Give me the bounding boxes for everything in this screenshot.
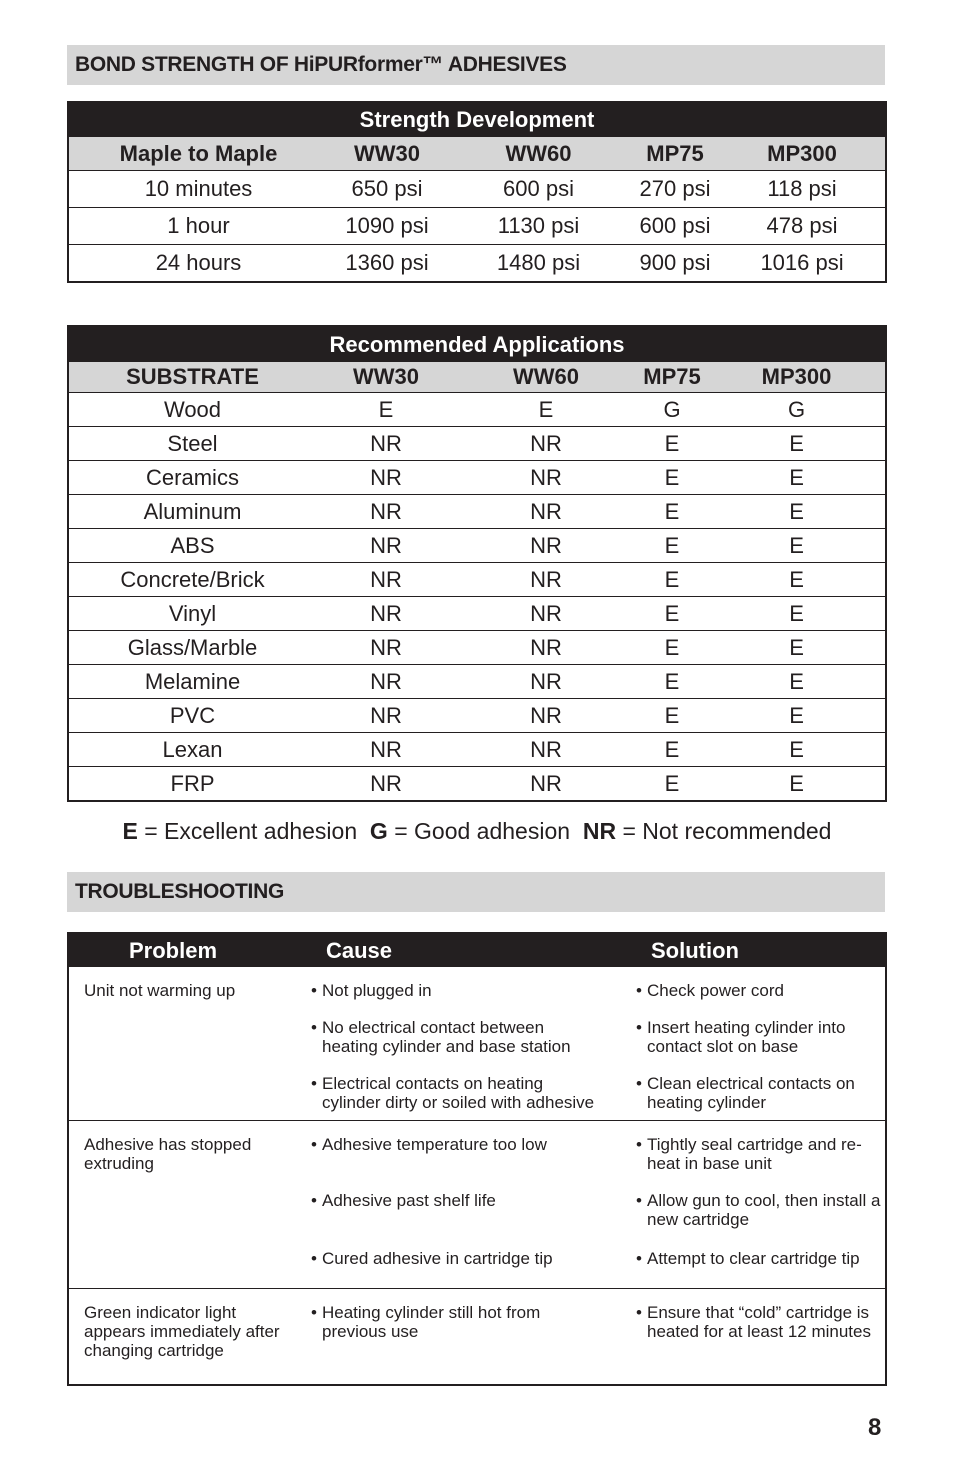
table-cell: E [636,665,708,699]
column-header: WW30 [328,137,446,171]
legend-text: = Not recommended [616,818,832,844]
table-row [68,393,886,427]
table-cell: E [708,699,886,733]
table-cell: NR [456,665,636,699]
solution-cell: • Allow gun to cool, then install a new cartridge [636,1191,881,1229]
table-cell: NR [456,427,636,461]
section-header-troubleshooting [67,872,885,912]
adhesion-legend [0,818,954,845]
page-number: 8 [868,1414,882,1441]
table-cell: E [708,597,886,631]
table-cell: 478 psi [719,208,886,245]
legend-text: = Excellent adhesion [137,818,370,844]
cause-cell: • Adhesive temperature too low [306,1121,628,1174]
table-row [68,495,886,529]
cause-cell: • Not plugged in [306,967,628,1001]
solution-cell: • Insert heating cylinder into contact slot on base [636,1018,846,1056]
table-cell: NR [456,461,636,495]
legend-key: E [122,818,138,844]
column-header: MP75 [636,362,708,393]
problem-cell [68,1229,306,1289]
table-cell: E [636,597,708,631]
table-cell: E [708,631,886,665]
table-cell: 24 hours [68,245,328,283]
table-cell: NR [456,631,636,665]
table-cell: E [636,461,708,495]
problem-cell: Adhesive has stopped extruding [68,1121,306,1174]
table-row [68,208,886,245]
table-cell: E [316,393,456,427]
table-cell: Lexan [68,733,316,767]
table-cell: E [708,529,886,563]
problem-cell [68,1056,306,1121]
solution-cell: • Tightly seal cartridge and re-heat in base unit [628,1121,886,1174]
table-cell: NR [316,563,456,597]
table-cell: 1090 psi [328,208,446,245]
column-header: Maple to Maple [68,137,328,171]
table-row [68,1121,886,1174]
table-cell: E [636,631,708,665]
table-cell: 270 psi [631,171,719,208]
section-title: TROUBLESHOOTING [75,880,284,903]
table-cell: E [636,563,708,597]
table-cell: 1480 psi [446,245,631,283]
cause-cell: • Electrical contacts on heating cylinder dirty or soiled with adhesive [311,1074,595,1112]
cause-cell: • Adhesive past shelf life [311,1191,496,1210]
table-cell: E [708,461,886,495]
table-cell: NR [456,529,636,563]
table-cell: NR [456,699,636,733]
table-row [68,631,886,665]
legend-text: = Good adhesion [387,818,583,844]
table-cell: NR [316,733,456,767]
table-caption: Strength Development [68,102,886,137]
cause-cell: • Heating cylinder still hot from previous use [306,1289,628,1386]
table-cell: Ceramics [68,461,316,495]
table-row [68,461,886,495]
solution-cell: • Clean electrical contacts on heating cylinder [636,1074,855,1112]
column-header: WW60 [456,362,636,393]
section-title: BOND STRENGTH OF HiPURformer™ ADHESIVES [75,53,567,76]
table-cell: Steel [68,427,316,461]
table-cell: G [708,393,886,427]
cause-cell: • Cured adhesive in cartridge tip [311,1249,553,1268]
table-cell: FRP [68,767,316,802]
table-cell: NR [316,529,456,563]
table-cell: G [636,393,708,427]
table-cell: E [636,495,708,529]
table-row [68,563,886,597]
solution-cell: • Ensure that “cold” cartridge is heated for at least 12 minutes [628,1289,886,1386]
table-cell: NR [456,495,636,529]
table-cell: 600 psi [631,208,719,245]
table-cell: E [636,767,708,802]
table-cell: Glass/Marble [68,631,316,665]
table-row [68,967,886,1001]
table-cell: NR [456,597,636,631]
table-cell: 1130 psi [446,208,631,245]
table-cell: E [708,495,886,529]
table-cell: E [636,529,708,563]
column-header: MP75 [631,137,719,171]
table-cell: Melamine [68,665,316,699]
table-cell: 650 psi [328,171,446,208]
table-cell: E [636,699,708,733]
column-header: Cause [306,933,628,967]
column-header: Problem [68,933,306,967]
table-cell: E [708,767,886,802]
table-cell: 118 psi [719,171,886,208]
problem-cell [68,1173,306,1229]
column-header: MP300 [719,137,886,171]
table-cell: NR [316,597,456,631]
table-cell: NR [316,427,456,461]
table-row [68,1056,886,1121]
table-row [68,1000,886,1056]
table-cell: 1 hour [68,208,328,245]
column-header: WW30 [316,362,456,393]
table-row [68,529,886,563]
table-cell: E [708,665,886,699]
column-header: WW60 [446,137,631,171]
table-row [68,699,886,733]
table-cell: Wood [68,393,316,427]
table-row [68,171,886,208]
table-cell: NR [316,699,456,733]
troubleshooting-table [67,932,887,1386]
table-cell: E [708,427,886,461]
table-cell: Vinyl [68,597,316,631]
legend-key: G [369,818,388,844]
table-caption: Recommended Applications [68,326,886,362]
table-row [68,733,886,767]
table-cell: E [708,563,886,597]
table-cell: NR [316,665,456,699]
recommended-applications-table [67,325,887,802]
legend-key: NR [582,818,617,844]
table-row [68,1289,886,1386]
table-cell: NR [316,495,456,529]
section-header-bond-strength [67,45,885,85]
table-cell: NR [316,461,456,495]
table-cell: NR [456,767,636,802]
table-row [68,1173,886,1229]
table-cell: ABS [68,529,316,563]
table-row [68,665,886,699]
table-cell: NR [456,733,636,767]
solution-cell: • Check power cord [628,967,886,1001]
table-cell: NR [316,631,456,665]
table-row [68,597,886,631]
table-cell: Aluminum [68,495,316,529]
cause-cell: • No electrical contact between heating cylinder and base station [311,1018,571,1056]
table-row [68,427,886,461]
solution-cell: • Attempt to clear cartridge tip [636,1249,860,1268]
table-cell: 1360 psi [328,245,446,283]
table-cell: 900 psi [631,245,719,283]
table-cell: E [636,427,708,461]
column-header: Solution [628,933,886,967]
table-row [68,1229,886,1289]
column-header: SUBSTRATE [68,362,316,393]
table-cell: E [708,733,886,767]
table-cell: Concrete/Brick [68,563,316,597]
problem-cell [68,1000,306,1056]
problem-cell: Unit not warming up [68,967,306,1001]
problem-cell: Green indicator light appears immediately after changing cartridge [68,1289,306,1386]
table-cell: E [636,733,708,767]
table-cell: E [456,393,636,427]
column-header: MP300 [708,362,886,393]
table-cell: 1016 psi [719,245,886,283]
table-row [68,767,886,802]
strength-development-table [67,101,887,283]
table-cell: 600 psi [446,171,631,208]
table-cell: NR [456,563,636,597]
table-cell: NR [316,767,456,802]
table-row [68,245,886,283]
table-cell: 10 minutes [68,171,328,208]
table-cell: PVC [68,699,316,733]
